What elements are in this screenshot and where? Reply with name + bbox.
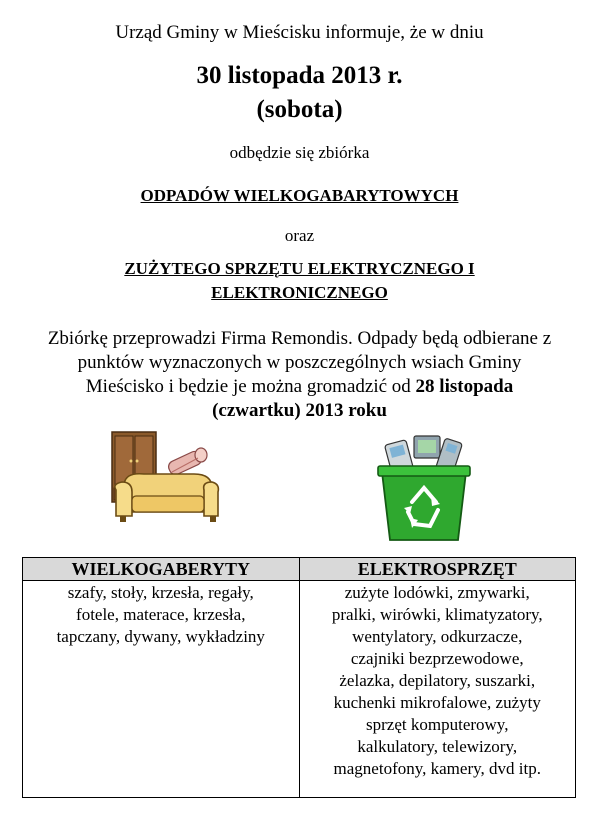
collection-date: 30 listopada 2013 r. <box>196 62 403 89</box>
list-item: czajniki bezprzewodowe, <box>350 649 524 668</box>
list-item: szafy, stoły, krzesła, regały, <box>67 583 254 602</box>
table-row <box>23 581 576 798</box>
heading-bulky-waste: ODPADÓW WIELKOGABARYTOWYCH <box>140 186 459 205</box>
heading-electronics-line1: ZUŻYTEGO SPRZĘTU ELEKTRYCZNEGO I <box>124 259 475 278</box>
waste-types-table <box>22 557 576 798</box>
paragraph-line-1: Zbiórkę przeprowadzi Firma Remondis. Odpady będą odbierane z <box>47 328 552 349</box>
conjunction-text: oraz <box>284 226 315 245</box>
event-text: odbędzie się zbiórka <box>229 143 370 162</box>
bulky-items-cell <box>23 581 300 798</box>
header-electronics: ELEKTROSPRZĘT <box>299 558 576 581</box>
list-item: kalkulatory, telewizory, <box>357 737 518 756</box>
list-item: żelazka, depilatory, suszarki, <box>339 671 536 690</box>
paragraph-line-2: punktów wyznaczonych w poszczególnych wsiach Gminy <box>77 352 522 373</box>
list-item: kuchenki mikrofalowe, zużyty <box>333 693 541 712</box>
list-item: magnetofony, kamery, dvd itp. <box>333 759 541 778</box>
paragraph-date-bold: 28 listopada <box>415 376 514 397</box>
list-item: fotele, materace, krzesła, <box>76 605 246 624</box>
heading-electronics-line2: ELEKTRONICZNEGO <box>211 283 388 302</box>
electronics-items-cell <box>299 581 576 798</box>
info-paragraph <box>40 327 559 423</box>
table-header-row <box>23 558 576 581</box>
electronics-recycle-bin-icon <box>374 432 474 544</box>
intro-text: Urząd Gminy w Mieścisku informuje, że w dniu <box>115 22 484 43</box>
paragraph-line-3: Mieścisko i będzie je można gromadzić od <box>85 376 411 397</box>
header-bulky: WIELKOGABERYTY <box>23 558 300 581</box>
collection-weekday: (sobota) <box>256 96 343 123</box>
list-item: sprzęt komputerowy, <box>366 715 509 734</box>
list-item: pralki, wirówki, klimatyzatory, <box>331 605 543 624</box>
list-item: wentylatory, odkurzacze, <box>352 627 523 646</box>
list-item: zużyte lodówki, zmywarki, <box>344 583 530 602</box>
list-item: tapczany, dywany, wykładziny <box>56 627 265 646</box>
furniture-icon <box>102 428 220 528</box>
paragraph-line-4: (czwartku) 2013 roku <box>212 400 387 421</box>
